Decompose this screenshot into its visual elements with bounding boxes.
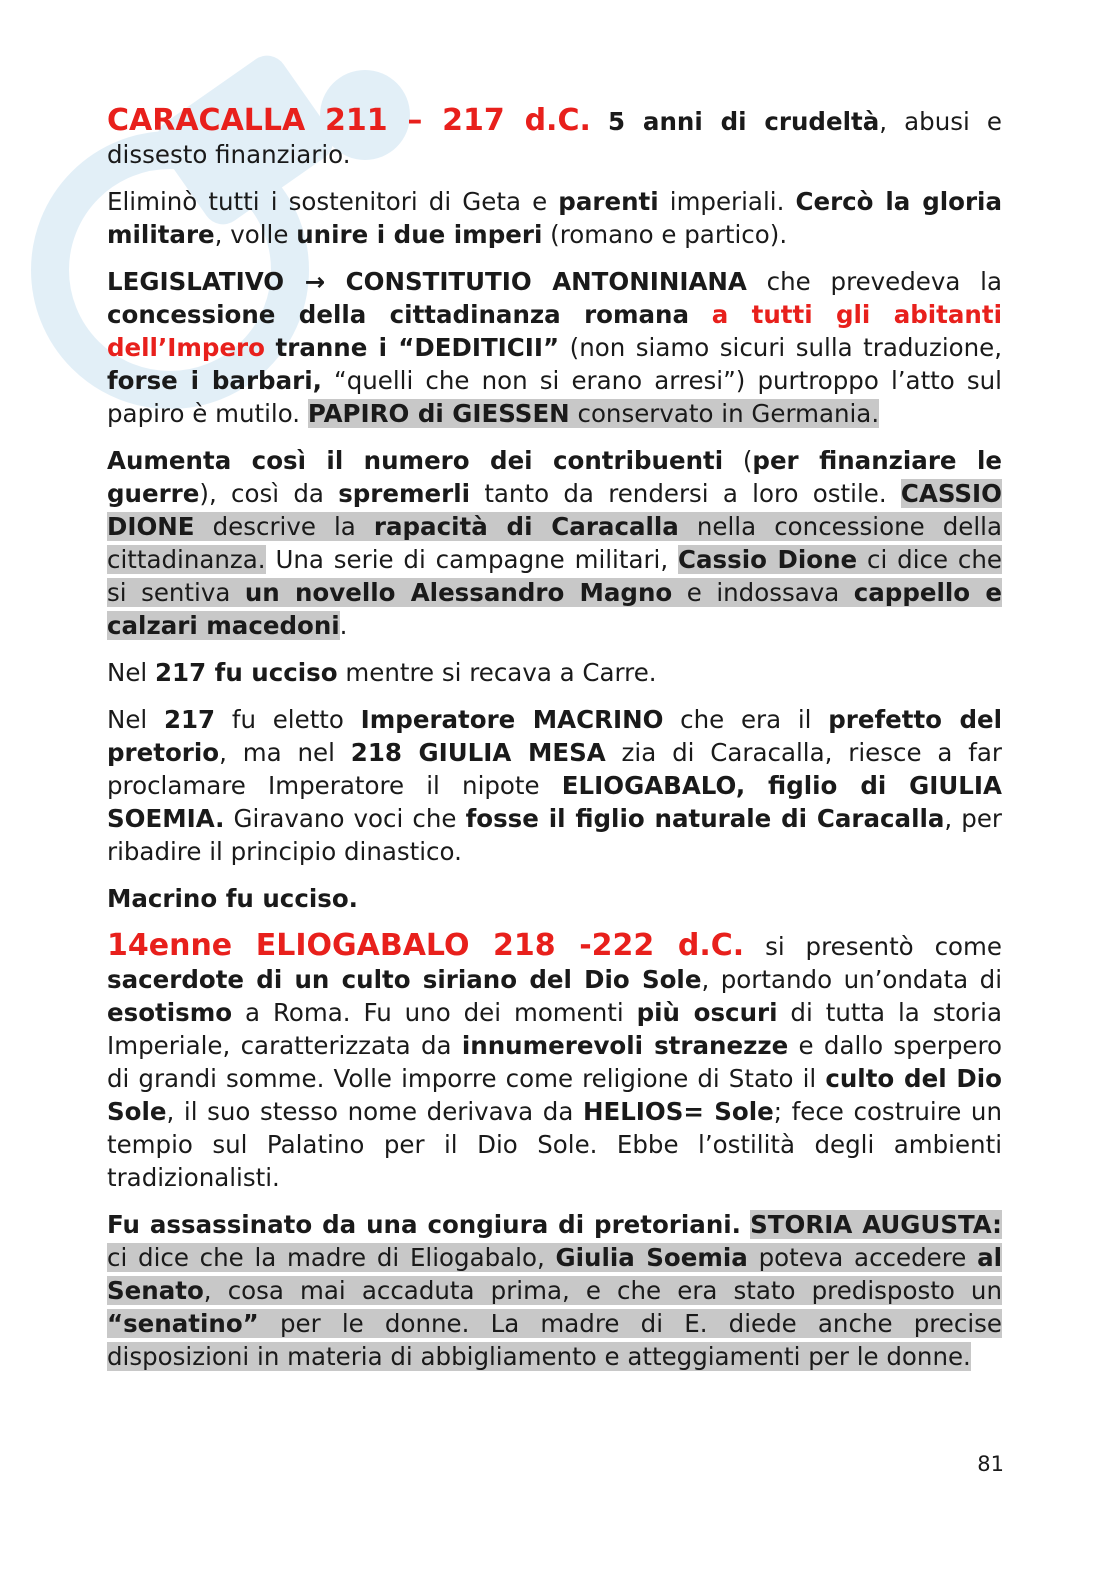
paragraph-macrino-ucciso bbox=[107, 882, 1002, 915]
highlight-bold-span: PAPIRO di GIESSEN bbox=[307, 399, 570, 428]
text-span: e dallo sperpero di grandi somme. Volle imporre come religione di Stato il bbox=[107, 1031, 1002, 1093]
text-span: (non siamo sicuri sulla traduzione, bbox=[559, 333, 1003, 362]
text-span: . bbox=[339, 611, 348, 640]
bold-span: Cercò la gloria militare bbox=[107, 187, 1002, 249]
bold-span: innumerevoli stranezze bbox=[461, 1031, 789, 1060]
bold-span: ELIOGABALO, figlio di GIULIA SOEMIA. bbox=[107, 771, 1002, 833]
bold-span: 217 fu ucciso bbox=[155, 658, 338, 687]
text-span: , per ribadire il principio dinastico. bbox=[107, 804, 1002, 866]
text-span: Eliminò tutti i sostenitori di Geta e bbox=[107, 187, 559, 216]
highlight-bold-span: “senatino” bbox=[107, 1309, 259, 1338]
text-span: , abusi e dissesto finanziario. bbox=[107, 107, 1002, 169]
highlight-bold-span: CASSIO DIONE bbox=[107, 479, 1002, 541]
text-span: che era il bbox=[663, 705, 829, 734]
text-span: tanto da rendersi a loro ostile. bbox=[470, 479, 901, 508]
bold-span: unire i due imperi bbox=[296, 220, 543, 249]
bold-span: 218 GIULIA MESA bbox=[350, 738, 606, 767]
text-span: si presentò come bbox=[744, 932, 1002, 961]
bold-span: Fu assassinato da una congiura di pretoriani. bbox=[107, 1210, 741, 1239]
text-span: di tutta la storia Imperiale, caratterizzata da bbox=[107, 998, 1002, 1060]
text-span: Nel bbox=[107, 705, 164, 734]
highlight-bold-span: cappello e calzari macedoni bbox=[107, 578, 1002, 640]
text-span: (romano e partico). bbox=[542, 220, 788, 249]
highlight-span: nella concessione della cittadinanza. bbox=[107, 512, 1002, 574]
bold-span: HELIOS= Sole bbox=[582, 1097, 774, 1126]
highlight-span: conservato in Germania. bbox=[569, 399, 880, 428]
paragraph-geta bbox=[107, 185, 1002, 251]
text-span bbox=[689, 300, 712, 329]
bold-span: forse i barbari, bbox=[107, 366, 322, 395]
bold-span: 217 bbox=[163, 705, 216, 734]
highlight-span: ci dice che si sentiva bbox=[107, 545, 1002, 607]
text-span: , ma nel bbox=[219, 738, 351, 767]
text-span: zia di Caracalla, riesce a far proclamare Imperatore il nipote bbox=[107, 738, 1002, 800]
text-span: ), così da bbox=[199, 479, 339, 508]
bold-span: LEGISLATIVO → CONSTITUTIO ANTONINIANA bbox=[107, 267, 747, 296]
bold-span: Macrino fu ucciso. bbox=[107, 884, 358, 913]
text-span: imperiali. bbox=[658, 187, 796, 216]
highlight-span: per le donne. La madre di E. diede anche precise disposizioni in materia di abbigliamento e atteggiamenti per le donne. bbox=[107, 1309, 1002, 1371]
bold-span: sacerdote di un culto siriano del Dio Sole bbox=[107, 965, 702, 994]
paragraph-caracalla bbox=[107, 104, 1002, 171]
document-body bbox=[107, 104, 1002, 1387]
text-span: ; fece costruire un tempio sul Palatino per il Dio Sole. Ebbe l’ostilità degli ambienti tradizionalisti. bbox=[107, 1097, 1002, 1192]
text-span: “quelli che non si erano arresi”) purtroppo l’atto sul papiro è mutilo. bbox=[107, 366, 1002, 428]
text-span bbox=[265, 333, 276, 362]
highlight-bold-span: rapacità di Caracalla bbox=[373, 512, 679, 541]
bold-span: più oscuri bbox=[636, 998, 778, 1027]
highlight-span: , cosa mai accaduta prima, e che era stato predisposto un bbox=[203, 1276, 1002, 1305]
paragraph-storia-augusta bbox=[107, 1208, 1002, 1373]
text-span: fu eletto bbox=[215, 705, 361, 734]
highlight-span: descrive la bbox=[194, 512, 374, 541]
bold-span: parenti bbox=[558, 187, 659, 216]
highlight-span: poteva accedere bbox=[747, 1243, 978, 1272]
heading-caracalla: CARACALLA 211 – 217 d.C. bbox=[107, 103, 591, 138]
bold-span: culto del Dio Sole bbox=[107, 1064, 1002, 1126]
text-span: mentre si recava a Carre. bbox=[337, 658, 657, 687]
text-span bbox=[741, 1210, 750, 1239]
bold-span: prefetto del pretorio bbox=[107, 705, 1003, 767]
bold-span: concessione della cittadinanza romana bbox=[107, 300, 690, 329]
paragraph-macrino bbox=[107, 703, 1002, 868]
text-span: , volle bbox=[214, 220, 297, 249]
text-span: , il suo stesso nome derivava da bbox=[166, 1097, 583, 1126]
text-span: ( bbox=[723, 446, 753, 475]
text-span: a Roma. Fu uno dei momenti bbox=[232, 998, 637, 1027]
bold-span: per finanziare le guerre bbox=[107, 446, 1002, 508]
paragraph-eliogabalo bbox=[107, 929, 1002, 1194]
paragraph-carre bbox=[107, 656, 1002, 689]
text-span: Una serie di campagne militari, bbox=[265, 545, 679, 574]
highlight-span: ci dice che la madre di Eliogabalo, bbox=[107, 1243, 556, 1272]
paragraph-contribuenti bbox=[107, 444, 1002, 642]
highlight-bold-span: STORIA AUGUSTA: bbox=[750, 1210, 1002, 1239]
heading-eliogabalo: 14enne ELIOGABALO 218 -222 d.C. bbox=[107, 928, 745, 963]
page-number: 81 bbox=[977, 1452, 1004, 1476]
highlight-bold-span: un novello Alessandro Magno bbox=[244, 578, 673, 607]
red-span: a tutti gli abitanti dell’Impero bbox=[107, 300, 1002, 362]
bold-span: 5 anni di crudeltà bbox=[608, 107, 880, 136]
text-span bbox=[591, 107, 608, 136]
text-span: , portando un’ondata di bbox=[701, 965, 1002, 994]
highlight-bold-span: Giulia Soemia bbox=[555, 1243, 748, 1272]
highlight-bold-span: al Senato bbox=[107, 1243, 1002, 1305]
text-span: Nel bbox=[107, 658, 155, 687]
highlight-span: e indossava bbox=[672, 578, 854, 607]
bold-span: Aumenta così il numero dei contribuenti bbox=[107, 446, 724, 475]
bold-span: tranne i “DEDITICII” bbox=[275, 333, 560, 362]
bold-span: fosse il figlio naturale di Caracalla bbox=[465, 804, 945, 833]
text-span: Giravano voci che bbox=[224, 804, 466, 833]
paragraph-constitutio bbox=[107, 265, 1002, 430]
bold-span: esotismo bbox=[107, 998, 233, 1027]
highlight-bold-span: Cassio Dione bbox=[678, 545, 858, 574]
text-span: che prevedeva la bbox=[746, 267, 1002, 296]
bold-span: spremerli bbox=[338, 479, 471, 508]
bold-span: Imperatore MACRINO bbox=[360, 705, 664, 734]
